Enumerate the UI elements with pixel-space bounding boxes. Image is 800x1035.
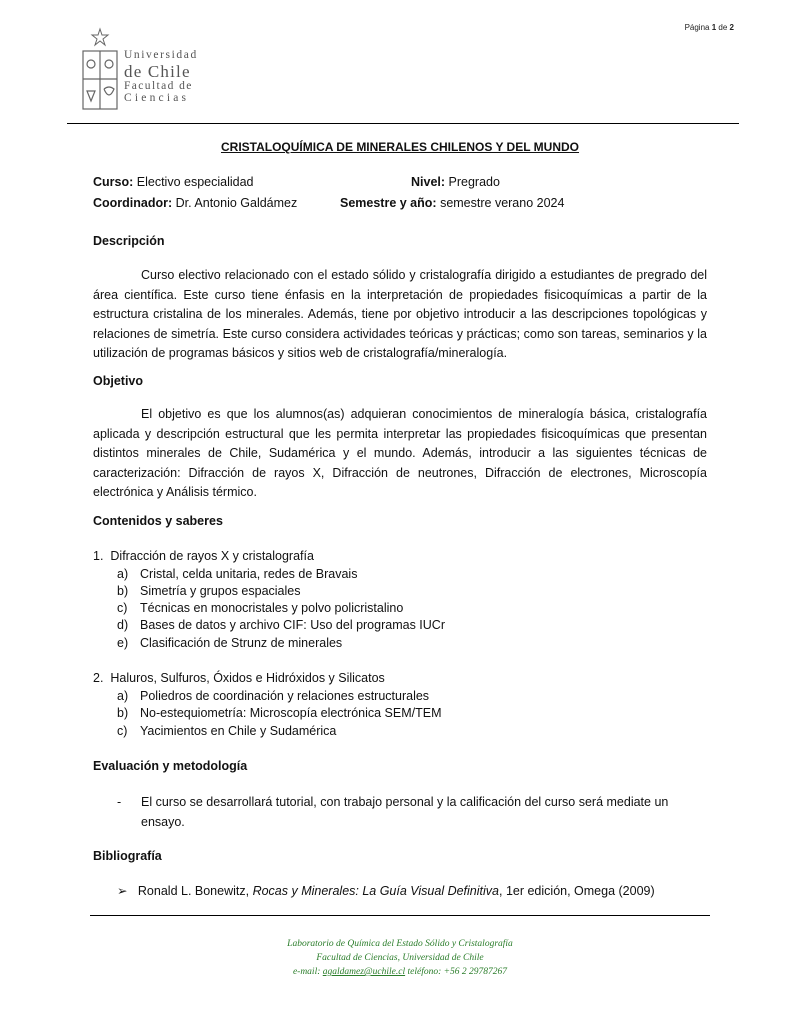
nivel-field: Nivel: Pregrado — [411, 175, 500, 189]
header-divider — [67, 123, 739, 124]
email-link[interactable]: agaldamez@uchile.cl — [322, 967, 406, 977]
dash-bullet: - — [117, 795, 122, 809]
section-2-title: 2. Haluros, Sulfuros, Óxidos e Hidróxidos y Silicatos — [93, 671, 385, 685]
contenidos-heading: Contenidos y saberes — [93, 514, 223, 528]
curso-field: Curso: Electivo especialidad — [93, 175, 254, 189]
document-title: CRISTALOQUÍMICA DE MINERALES CHILENOS Y DEL MUNDO — [220, 140, 580, 154]
bibliography-entry: ➢ Ronald L. Bonewitz, Rocas y Minerales: La Guía Visual Definitiva, 1er edición, Omega (2009) — [117, 884, 655, 898]
star-icon — [92, 29, 108, 45]
footer-divider — [90, 915, 710, 916]
descripcion-heading: Descripción — [93, 234, 165, 248]
list-item: c) Técnicas en monocristales y polvo policristalino — [117, 601, 404, 615]
evaluacion-item: - El curso se desarrollará tutorial, con trabajo personal y la calificación del curso será mediate un ensayo. — [117, 795, 669, 829]
list-item: b) Simetría y grupos espaciales — [117, 584, 301, 598]
list-item: b) No-estequiometría: Microscopía electrónica SEM/TEM — [117, 706, 442, 720]
objetivo-text: El objetivo es que los alumnos(as) adquieran conocimientos de mineralogía básica, cristalografía aplicada y descripción estructural que les permita interpretar las propiedades fisicoquímicas que presentan distintos minerales de Chile, Sudamérica y el mundo. Además, introducir a las siguientes técnicas de caracterización: Difracción de rayos X, Difracción de neutrones, Difracción de electrones, Microscopía electrónica y Análisis térmico. — [93, 407, 707, 499]
evaluacion-heading: Evaluación y metodología — [93, 759, 248, 773]
objetivo-heading: Objetivo — [93, 374, 144, 388]
coordinador-field: Coordinador: Dr. Antonio Galdámez — [93, 196, 298, 210]
footer-lab-name: Laboratorio de Química del Estado Sólido y Cristalografía — [287, 939, 513, 949]
crest-shield-icon — [83, 51, 117, 109]
bibliografia-heading: Bibliografía — [93, 849, 162, 863]
list-item: c) Yacimientos en Chile y Sudamérica — [117, 724, 337, 738]
section-1-title: 1. Difracción de rayos X y cristalografía — [93, 549, 314, 563]
footer-faculty: Facultad de Ciencias, Universidad de Chile — [316, 953, 484, 963]
descripcion-text: Curso electivo relacionado con el estado sólido y cristalografía dirigido a estudiantes de pregrado del área científica. Este curso tiene énfasis en la interpretación de propiedades fisicoquímicas a partir de la estructura cristalina de los minerales. Además, tiene por objetivo introducir a las descripciones topológicas y relaciones de simetría. Este curso considera actividades teóricas y prácticas; como son tareas, seminarios y la utilización de programas básicos y sitios web de cristalografía/mineralogía. — [93, 268, 707, 360]
footer — [0, 937, 800, 979]
list-item: e) Clasificación de Strunz de minerales — [117, 636, 343, 650]
list-item: a) Cristal, celda unitaria, redes de Bravais — [117, 567, 358, 581]
list-item: a) Poliedros de coordinación y relaciones estructurales — [117, 689, 430, 703]
arrow-bullet-icon: ➢ — [117, 884, 128, 898]
semestre-field: Semestre y año: semestre verano 2024 — [340, 196, 565, 210]
university-name: Universidad de Chile Facultad de Ciencias — [124, 49, 198, 104]
footer-contact: e-mail: agaldamez@uchile.cl teléfono: +56 2 29787267 — [292, 967, 508, 977]
list-item: d) Bases de datos y archivo CIF: Uso del programas IUCr — [117, 618, 445, 632]
page-indicator: Página 1 de 2 — [684, 23, 734, 32]
